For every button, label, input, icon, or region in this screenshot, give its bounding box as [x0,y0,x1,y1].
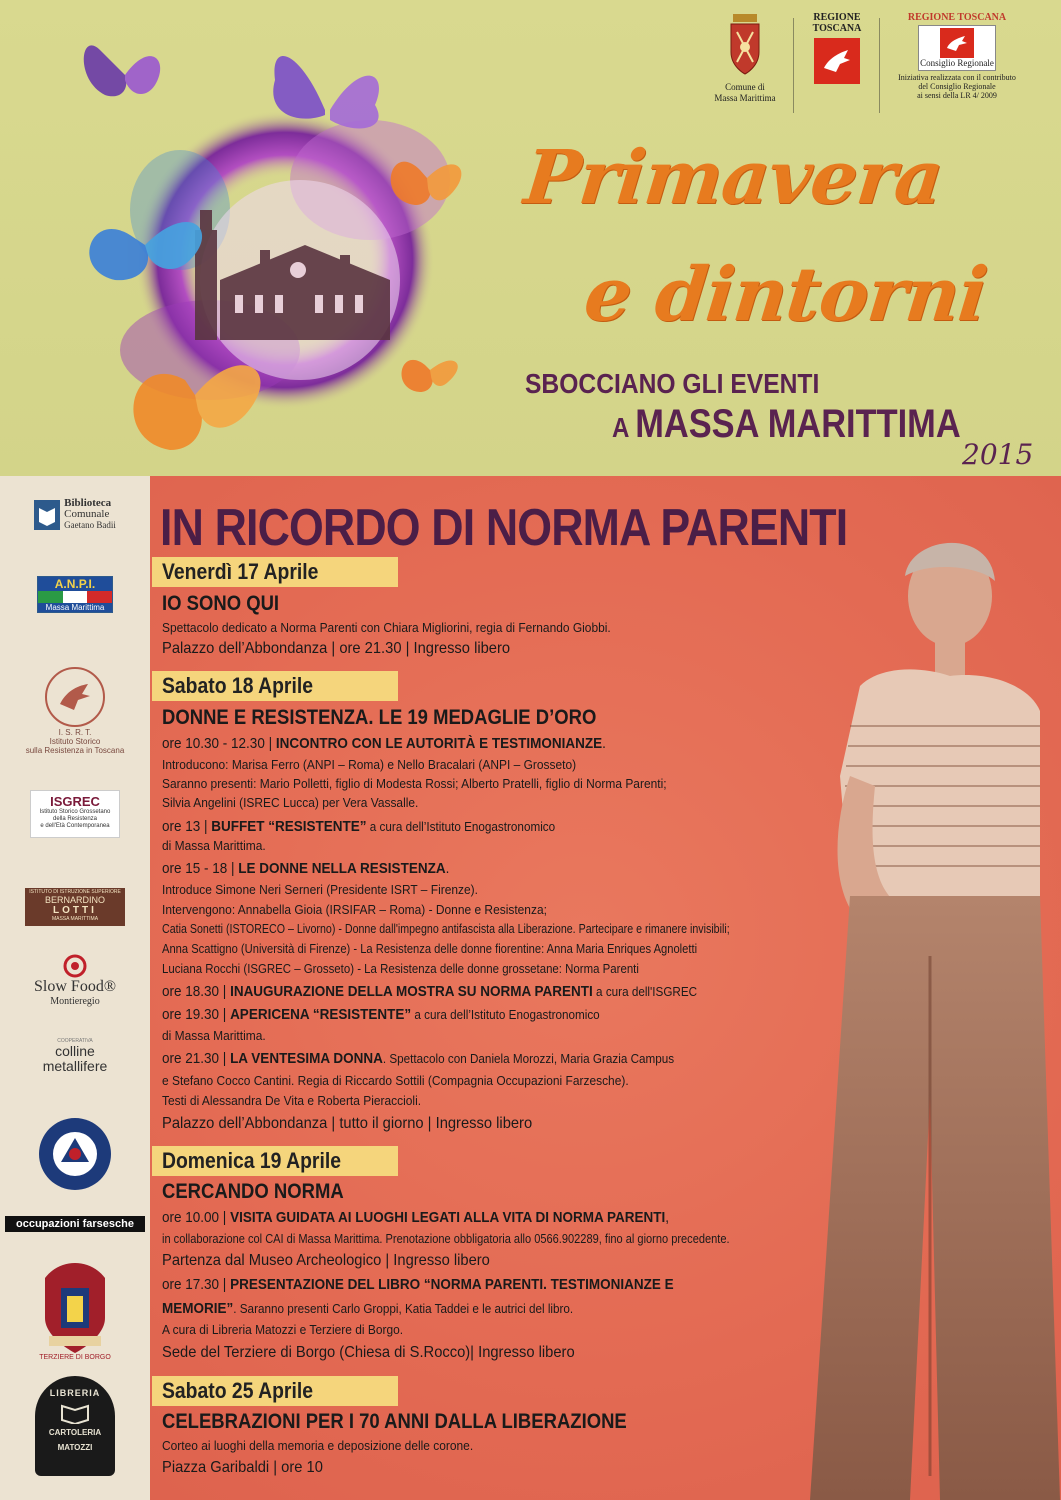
sponsor-lotti [0,888,150,926]
day-2-e3-title: LE DONNE NELLA RESISTENZA [238,860,446,877]
day-2-e1-time: ore 10.30 - 12.30 | [162,735,276,752]
day-2-e1-title: INCONTRO CON LE AUTORITÀ E TESTIMONIANZE [275,735,603,752]
consiglio-note-2: del Consiglio Regionale [918,82,996,91]
regione-label-2: TOSCANA [812,23,862,34]
event-year: 2015 [962,438,1034,471]
sponsor-biblioteca [0,498,150,531]
day-3-e2-title: PRESENTAZIONE DEL LIBRO “NORMA PARENTI. TESTIMONIANZE E [230,1276,674,1293]
day-3-e2-venue: Sede del Terziere di Borgo (Chiesa di S.Rocco)| Ingresso libero [162,1344,575,1361]
day-2-event-3: ore 15 - 18 | LE DONNE NELLA RESISTENZA. [162,860,450,877]
event-title-line-1: Primavera [520,135,947,221]
pegasus-flag-icon [940,28,974,58]
comune-caption-2: Massa Marittima [714,93,776,103]
isrt-line-1: Istituto Storico [49,737,101,746]
day-2-event-6 [162,1050,674,1067]
sponsor-isgrec [0,790,150,838]
day-2-e6-time: ore 21.30 | [162,1050,231,1067]
day-3-e1-line-1: in collaborazione col CAI di Massa Marittima. Prenotazione obbligatoria allo 0566.902289, fino al giorno precedente. [162,1231,730,1246]
day-2-e2-time: ore 13 | [162,818,212,835]
program-band [0,476,1061,1500]
open-book-icon [60,1402,90,1424]
subtitle-line-1: SBOCCIANO GLI EVENTI [525,368,820,399]
day-2-e1-line-3: Silvia Angelini (ISREC Lucca) per Vera Vassalle. [162,795,419,810]
day-3-e1-venue: Partenza dal Museo Archeologico | Ingresso libero [162,1252,490,1269]
anpi-sub: Massa Marittima [38,603,112,612]
day-4-desc: Corteo ai luoghi della memoria e deposizione delle corone. [162,1438,474,1453]
lotti-line-3: MASSA MARITTIMA [51,916,99,922]
day-4-venue: Piazza Garibaldi | ore 10 [162,1459,323,1476]
day-2-e1-line-1: Introducono: Marisa Ferro (ANPI – Roma) e Nello Bracalari (ANPI – Grosseto) [162,757,577,772]
day-2-e4-rest: a cura dell'ISGREC [592,984,698,999]
pegasus-seal-icon [44,666,106,728]
day-2-event-4 [162,983,697,1000]
slowfood-label: Slow Food® [34,978,116,995]
day-2-e3-time: ore 15 - 18 | [162,860,239,877]
isrt-line-2: sulla Resistenza in Toscana [25,746,125,755]
day-label-1 [152,557,398,587]
day-4-date: Sabato 25 Aprile [162,1378,313,1403]
subtitle-city: MASSA MARITTIMA [635,402,961,446]
isgrec-label: ISGREC [50,794,100,809]
subtitle-prefix: A [612,412,636,443]
sponsor-terziere-borgo [0,1258,150,1361]
day-3-event-2-cont [162,1300,573,1317]
snail-icon [63,954,87,978]
day-3-title: CERCANDO NORMA [162,1180,344,1203]
slowfood-sub: Montieregio [50,996,100,1007]
day-3-e2-time: ore 17.30 | [162,1276,231,1293]
lotti-line-2: LOTTI [53,905,97,916]
consiglio-note-3: ai sensi della LR 4/ 2009 [917,91,997,100]
day-2-date: Sabato 18 Aprile [162,673,313,698]
libreria-line-1: LIBRERIA [49,1388,101,1398]
day-2-e3-line-4: Anna Scattigno (Università di Firenze) - La Resistenza delle donne fiorentine: Anna Maria Enriques Agnoletti [162,941,698,956]
lotti-top: ISTITUTO DI ISTRUZIONE SUPERIORE [29,889,121,895]
day-2-event-2 [162,818,555,835]
day-3-e1-time: ore 10.00 | [162,1209,231,1226]
day-2-e2-rest: a cura dell’Istituto Enogastronomico [366,819,556,834]
isgrec-line-1: Istituto Storico Grossetano [39,809,111,815]
day-2-e3-line-1: Introduce Simone Neri Serneri (Presidente ISRT – Firenze). [162,882,478,897]
regione-label-1: REGIONE [813,12,861,23]
norma-parenti-photo [790,536,1060,1500]
sponsor-isrt [0,666,150,755]
day-2-e5-title: APERICENA “RESISTENTE” [230,1006,412,1023]
day-2-e2-title: BUFFET “RESISTENTE” [211,818,367,835]
day-3-e2-title-2: MEMORIE” [162,1300,234,1317]
isgrec-line-2: della Resistenza [52,816,98,822]
day-3-e1-title: VISITA GUIDATA AI LUOGHI LEGATI ALLA VITA DI NORMA PARENTI [230,1209,666,1226]
book-icon [34,500,60,530]
sponsor-anpi [0,576,150,613]
terziere-crest-icon [35,1258,115,1358]
biblioteca-line-2: Comunale [64,508,110,520]
day-2-e6-line-1: e Stefano Cocco Cantini. Regia di Riccardo Sottili (Compagnia Occupazioni Farzesche). [162,1073,629,1088]
day-2-e6-title: LA VENTESIMA DONNA [230,1050,383,1067]
day-1-title: IO SONO QUI [162,592,280,615]
pegasus-flag-icon [814,38,860,84]
day-3-e2-rest: . Saranno presenti Carlo Groppi, Katia Taddei e le autrici del libro. [233,1301,574,1316]
consiglio-sub-label: Consiglio Regionale [920,58,994,68]
main-title: IN RICORDO DI NORMA PARENTI [160,499,848,557]
day-2-e5-time: ore 19.30 | [162,1006,231,1023]
day-label-2 [152,671,398,701]
consiglio-note-1: Iniziativa realizzata con il contributo [898,73,1016,82]
day-1-desc: Spettacolo dedicato a Norma Parenti con Chiara Migliorini, regia di Fernando Giobbi. [162,620,611,635]
sponsor-cai [0,1116,150,1192]
day-2-e4-time: ore 18.30 | [162,983,231,1000]
day-3-event-2 [162,1276,674,1293]
sponsor-occupazioni-farsesche [0,1216,150,1232]
day-1-venue: Palazzo dell’Abbondanza | ore 21.30 | Ingresso libero [162,640,511,657]
anpi-label: A.N.P.I. [38,577,112,591]
day-2-e3-line-2: Intervengono: Annabella Gioia (IRSIFAR – Roma) - Donne e Resistenza; [162,902,547,917]
sponsor-column [0,476,150,1500]
day-2-event-5 [162,1006,600,1023]
watercolor-cathedral-illustration [70,20,490,475]
event-title-line-2: e dintorni [580,252,991,338]
day-2-e3-line-5: Luciana Rocchi (ISGREC – Grosseto) - La Resistenza delle donne grossetane: Norma Parenti [162,961,639,976]
day-2-e4-title: INAUGURAZIONE DELLA MOSTRA SU NORMA PARENTI [230,983,593,1000]
comune-caption-1: Comune di [725,82,765,92]
day-3-event-1: ore 10.00 | VISITA GUIDATA AI LUOGHI LEGATI ALLA VITA DI NORMA PARENTI, [162,1209,670,1226]
day-2-title: DONNE E RESISTENZA. LE 19 MEDAGLIE D’ORO [162,706,597,729]
libreria-line-2: CARTOLERIA [48,1428,102,1437]
day-4-title: CELEBRAZIONI PER I 70 ANNI DALLA LIBERAZIONE [162,1410,627,1433]
comune-logo [705,12,785,104]
day-2-e5-rest: a cura dell’Istituto Enogastronomico [411,1007,600,1022]
colline-line-2: metallifere [42,1058,108,1074]
biblioteca-line-1: Biblioteca [64,497,112,509]
biblioteca-line-3: Gaetano Badii [64,520,116,530]
consiglio-top-label: REGIONE TOSCANA [907,12,1007,23]
day-2-e1-line-2: Saranno presenti: Mario Polletti, figlio di Modesta Rossi; Alberto Pratelli, figlio di Norma Parenti; [162,776,667,791]
occupazioni-label: occupazioni farsesche [5,1216,145,1232]
coat-of-arms-icon [725,12,765,82]
isgrec-line-3: e dell'Età Contemporanea [40,823,110,829]
day-2-e6-line-2: Testi di Alessandra De Vita e Roberta Pieraccioli. [162,1093,422,1108]
regione-toscana-logo [801,12,873,84]
libreria-line-3: MATOZZI [57,1443,93,1452]
day-3-date: Domenica 19 Aprile [162,1148,341,1173]
day-2-venue: Palazzo dell’Abbondanza | tutto il giorno | Ingresso libero [162,1115,533,1132]
lotti-line-1: BERNARDINO [44,895,105,905]
day-2-e5-line-1: di Massa Marittima. [162,1028,266,1043]
cai-badge-icon [37,1116,113,1192]
day-2-e3-line-3: Catia Sonetti (ISTORECO – Livorno) - Donne dall'impegno antifascista alla Liberazione. Partecipare e rimanere invisibili; [162,921,730,936]
day-label-3 [152,1146,398,1176]
isrt-letters: I. S. R. T. [58,728,92,737]
sponsor-slowfood [0,954,150,1007]
consiglio-regionale-logo [887,12,1027,100]
day-3-e2-line-1: A cura di Libreria Matozzi e Terziere di Borgo. [162,1322,404,1337]
day-2-e2-line-1: di Massa Marittima. [162,838,266,853]
day-2-e6-rest: . Spettacolo con Daniela Morozzi, Maria Grazia Campus [382,1051,675,1066]
sponsor-colline-metallifere [0,1038,150,1074]
subtitle-line-2 [612,402,961,447]
day-label-4 [152,1376,398,1406]
terziere-label: TERZIERE DI BORGO [39,1354,111,1361]
header-band [0,0,1061,476]
colline-line-1: colline [55,1043,95,1059]
sponsor-libreria-matozzi [0,1376,150,1476]
day-2-event-1: ore 10.30 - 12.30 | INCONTRO CON LE AUTORITÀ E TESTIMONIANZE. [162,735,606,752]
day-1-date: Venerdì 17 Aprile [162,559,319,584]
colline-top: COOPERATIVA [57,1038,93,1044]
